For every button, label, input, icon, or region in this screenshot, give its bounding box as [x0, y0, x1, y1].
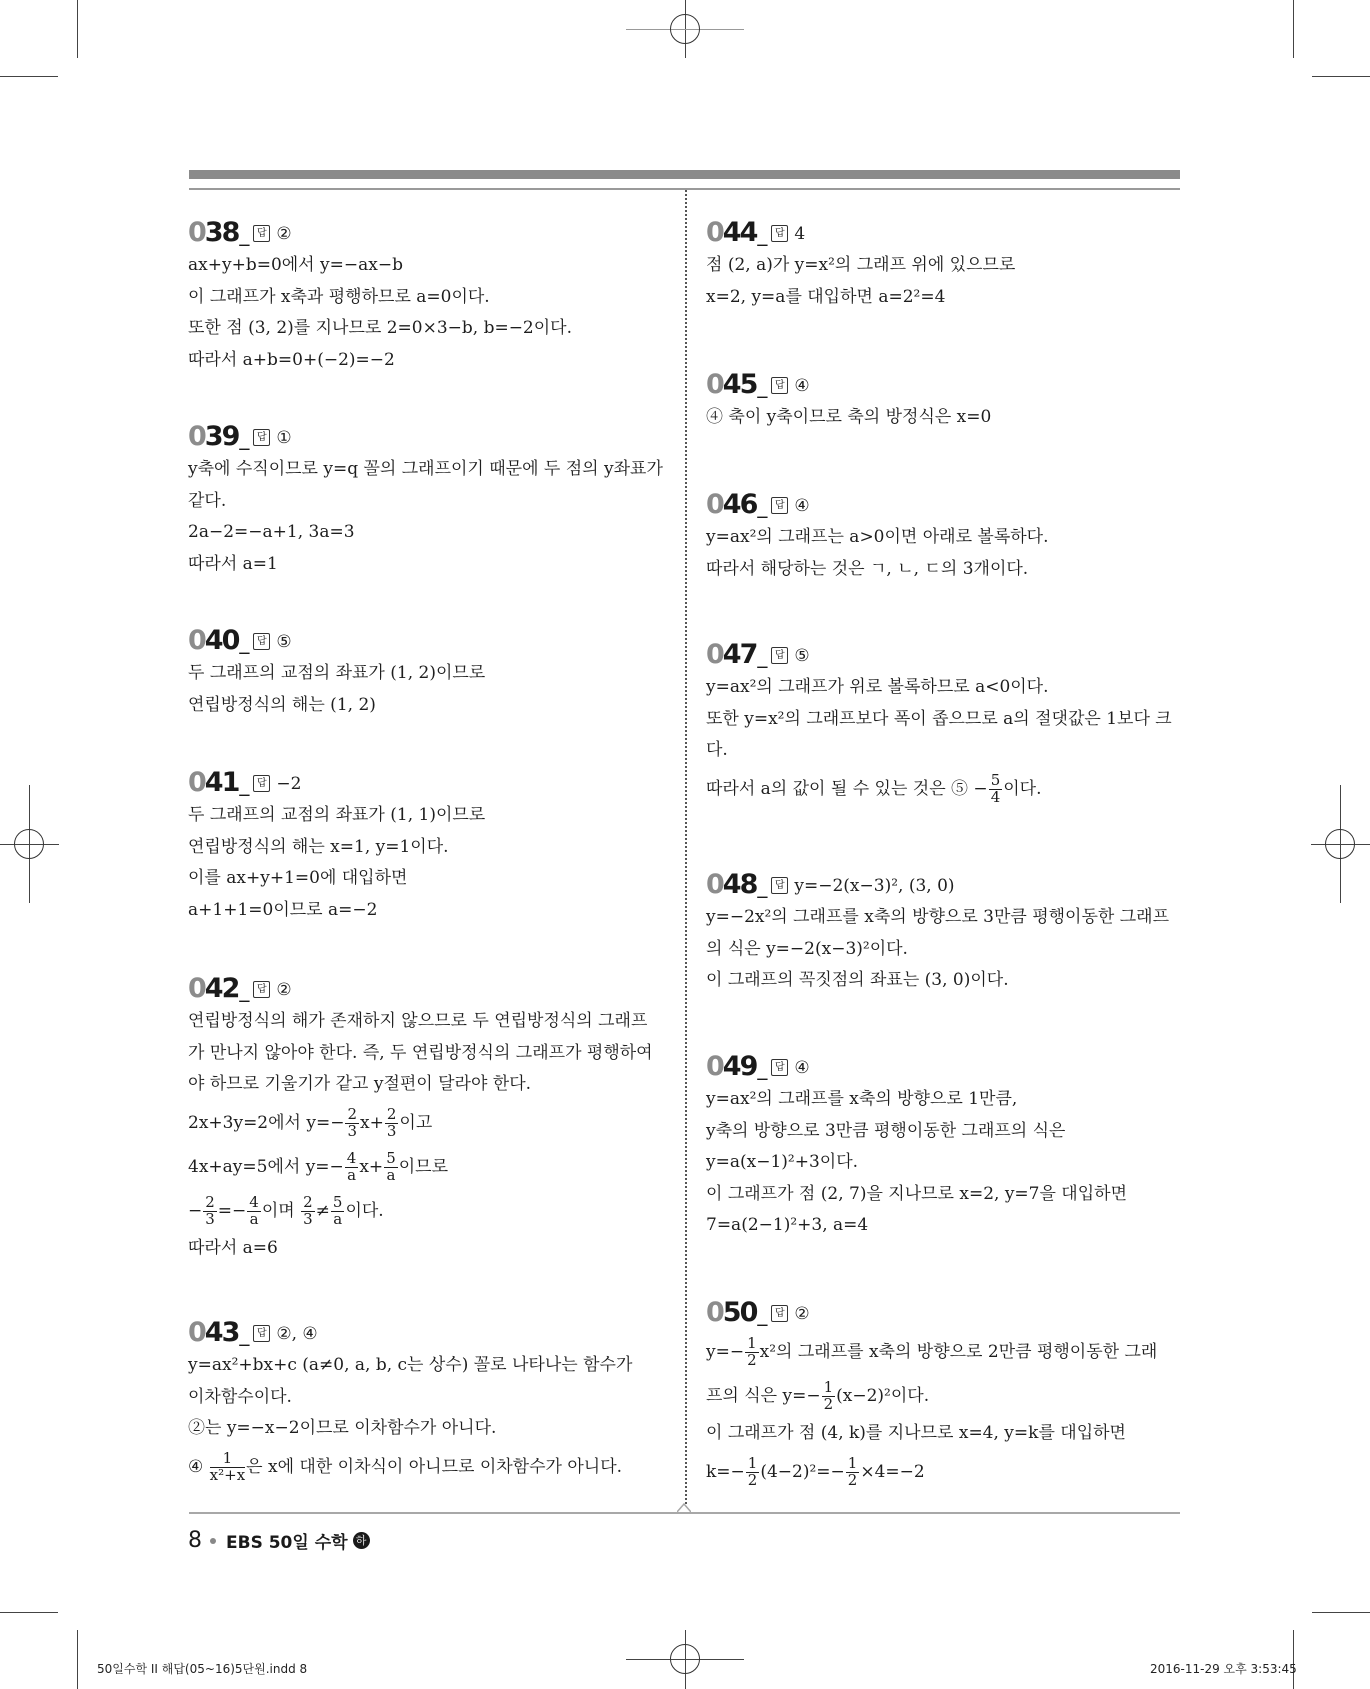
answer-value: ②: [794, 1304, 810, 1324]
solution-line: y축의 방향으로 3만큼 평행이동한 그래프의 식은: [706, 1120, 1066, 1141]
solution-line: 이 그래프가 점 (4, k)를 지나므로 x=4, y=k를 대입하면: [706, 1423, 1126, 1443]
answer-value: −2: [276, 774, 302, 794]
registration-mark-circle: [14, 829, 44, 859]
solution-line: 이 그래프가 점 (2, 7)을 지나므로 x=2, y=7을 대입하면: [706, 1183, 1127, 1204]
solution-line: a+1+1=0이므로 a=−2: [188, 899, 378, 920]
page-number: 8: [188, 1528, 202, 1553]
solution-line: ②는 y=−x−2이므로 이차함수가 아니다.: [188, 1418, 497, 1438]
registration-mark-circle: [670, 14, 700, 44]
problem-number: 041_: [188, 767, 248, 798]
bullet-icon: [210, 1538, 216, 1544]
book-title: EBS 50일 수학: [226, 1533, 348, 1553]
problem-046: [706, 484, 1196, 585]
problem-048: [706, 864, 1196, 997]
solution-line: 의 식은 y=−2(x−3)²이다.: [706, 938, 908, 959]
crop-mark: [0, 76, 58, 77]
problem-number: 050_: [706, 1297, 766, 1328]
crop-mark: [1312, 1612, 1370, 1613]
solution-line: 점 (2, a)가 y=x²의 그래프 위에 있으므로: [706, 255, 1016, 275]
equation-line: ④ $\frac{1}{\text{x²+x}}$ 은 x에 대한 이차식이 아니므로 이차함수가 아니다.: [188, 1448, 623, 1484]
problem-042: [188, 968, 678, 1264]
solution-line: 연립방정식의 해는 (1, 2): [188, 694, 376, 715]
problem-number: 049_: [706, 1051, 766, 1082]
solution-line: ax+y+b=0에서 y=−ax−b: [188, 255, 403, 275]
solution-line: 이를 ax+y+1=0에 대입하면: [188, 868, 408, 888]
divider-caret: [677, 1502, 691, 1512]
problem-040: [188, 620, 678, 721]
answer-value: y=−2(x−3)², (3, 0): [794, 876, 955, 896]
answer-mark-icon: 답: [253, 1325, 270, 1342]
answer-mark-icon: 답: [253, 981, 270, 998]
solution-line: 연립방정식의 해가 존재하지 않으므로 두 연립방정식의 그래프: [188, 1011, 648, 1031]
slug-filename: 50일수학 II 해답(05~16)5단원.indd 8: [97, 1662, 308, 1676]
solution-line: y=ax²+bx+c (a≠0, a, b, c는 상수) 꼴로 나타나는 함수가: [188, 1355, 633, 1375]
answer-value: ②: [276, 980, 292, 1000]
problem-047: [706, 634, 1196, 811]
equation-line: 따라서 a의 값이 될 수 있는 것은 ⑤ − $\frac{5}{4}$ 이다.: [706, 770, 1042, 806]
page-footer: [188, 1528, 370, 1553]
solution-line: y=ax²의 그래프가 위로 볼록하므로 a<0이다.: [706, 677, 1049, 697]
solution-line: 다.: [706, 740, 728, 760]
problem-038: [188, 212, 678, 376]
solution-line: 따라서 a=1: [188, 553, 278, 574]
answer-mark-icon: 답: [253, 633, 270, 650]
solution-line: 가 만나지 않아야 한다. 즉, 두 연립방정식의 그래프가 평행하여: [188, 1042, 653, 1063]
solution-line: ④ 축이 y축이므로 축의 방정식은 x=0: [706, 407, 992, 427]
equation-line: − $\frac{2}{3}$ =− $\frac{4}{a}$ 이며 $\frac{2}{3}$ ≠ $\frac{5}{a}$ 이다.: [188, 1192, 384, 1228]
answer-value: ②: [276, 224, 292, 244]
problem-number: 044_: [706, 217, 766, 248]
solution-line: 연립방정식의 해는 x=1, y=1이다.: [188, 836, 449, 857]
equation-line: 프의 식은 y=− $\frac{1}{2}$ (x−2)²이다.: [706, 1378, 930, 1413]
solution-line: 따라서 a+b=0+(−2)=−2: [188, 349, 395, 370]
problem-number: 045_: [706, 369, 766, 400]
answer-mark-icon: 답: [253, 775, 270, 792]
problem-number: 042_: [188, 973, 248, 1004]
solution-line: y=ax²의 그래프는 a>0이면 아래로 볼록하다.: [706, 527, 1049, 547]
bottom-rule: [189, 1512, 1180, 1514]
solution-line: 두 그래프의 교점의 좌표가 (1, 2)이므로: [188, 663, 486, 683]
answer-value: 4: [794, 224, 806, 244]
solution-line: 또한 점 (3, 2)를 지나므로 2=0×3−b, b=−2이다.: [188, 318, 572, 338]
answer-value: ④: [794, 376, 810, 396]
answer-mark-icon: 답: [771, 1059, 788, 1076]
solution-line: 같다.: [188, 490, 227, 511]
solution-line: 야 하므로 기울기가 같고 y절편이 달라야 한다.: [188, 1074, 532, 1094]
answer-mark-icon: 답: [771, 1305, 788, 1322]
solution-line: 이차함수이다.: [188, 1386, 292, 1407]
problem-045: [706, 364, 1196, 434]
problem-044: [706, 212, 1196, 313]
solution-line: y=−2x²의 그래프를 x축의 방향으로 3만큼 평행이동한 그래프: [706, 907, 1169, 927]
crop-mark: [77, 1630, 78, 1689]
problem-number: 047_: [706, 639, 766, 670]
answer-value: ⑤: [276, 632, 292, 652]
equation-line: 2x+3y=2에서 y=− $\frac{2}{3}$ x+ $\frac{2}{3}$ 이고: [188, 1104, 433, 1140]
solution-line: 따라서 해당하는 것은 ㄱ, ㄴ, ㄷ의 3개이다.: [706, 558, 1029, 579]
crop-mark: [77, 0, 78, 58]
problem-049: [706, 1046, 1196, 1242]
problem-039: [188, 416, 678, 580]
problem-number: 039_: [188, 421, 248, 452]
answer-mark-icon: 답: [771, 377, 788, 394]
solution-line: y=ax²의 그래프를 x축의 방향으로 1만큼,: [706, 1089, 1018, 1109]
problem-041: [188, 762, 678, 926]
answer-mark-icon: 답: [253, 225, 270, 242]
problem-number: 048_: [706, 869, 766, 900]
problem-number: 040_: [188, 625, 248, 656]
answer-value: ④: [794, 496, 810, 516]
equation-line: y=− $\frac{1}{2}$ x²의 그래프를 x축의 방향으로 2만큼 평행이동한 그래: [706, 1334, 1158, 1369]
registration-mark-circle: [670, 1644, 700, 1674]
crop-mark: [1293, 0, 1294, 58]
solution-line: y축에 수직이므로 y=q 꼴의 그래프이기 때문에 두 점의 y좌표가: [188, 459, 663, 479]
slug-datetime: 2016-11-29 오후 3:53:45: [1150, 1662, 1297, 1676]
crop-mark: [1312, 76, 1370, 77]
solution-line: x=2, y=a를 대입하면 a=2²=4: [706, 286, 946, 307]
answer-value: ⑤: [794, 646, 810, 666]
problem-number: 038_: [188, 217, 248, 248]
solution-line: 2a−2=−a+1, 3a=3: [188, 522, 355, 542]
answer-value: ④: [794, 1058, 810, 1078]
solution-line: 이 그래프가 x축과 평행하므로 a=0이다.: [188, 286, 490, 307]
solution-line: 두 그래프의 교점의 좌표가 (1, 1)이므로: [188, 805, 486, 825]
problem-043: [188, 1312, 678, 1489]
answer-mark-icon: 답: [771, 225, 788, 242]
equation-line: k=− $\frac{1}{2}$ (4−2)²=− $\frac{1}{2}$ ×4=−2: [706, 1453, 925, 1489]
problem-number: 043_: [188, 1317, 248, 1348]
solution-line: 7=a(2−1)²+3, a=4: [706, 1215, 869, 1235]
solution-line: 이 그래프의 꼭짓점의 좌표는 (3, 0)이다.: [706, 970, 1009, 990]
equation-line: 4x+ay=5에서 y=− $\frac{4}{a}$ x+ $\frac{5}{a}$ 이므로: [188, 1148, 449, 1184]
problem-number: 046_: [706, 489, 766, 520]
answer-value: ①: [276, 428, 292, 448]
answer-mark-icon: 답: [771, 647, 788, 664]
crop-mark: [0, 1612, 58, 1613]
problem-050: [706, 1292, 1196, 1494]
solution-line: 따라서 a=6: [188, 1237, 278, 1258]
volume-badge-icon: 하: [353, 1532, 370, 1549]
solution-line: 또한 y=x²의 그래프보다 폭이 좁으므로 a의 절댓값은 1보다 크: [706, 708, 1172, 729]
registration-mark-circle: [1325, 829, 1355, 859]
answer-mark-icon: 답: [771, 877, 788, 894]
header-bar: [189, 170, 1180, 179]
answer-mark-icon: 답: [771, 497, 788, 514]
answer-mark-icon: 답: [253, 429, 270, 446]
column-divider: [685, 190, 687, 1508]
answer-value: ②, ④: [276, 1324, 318, 1344]
solution-line: y=a(x−1)²+3이다.: [706, 1152, 859, 1172]
